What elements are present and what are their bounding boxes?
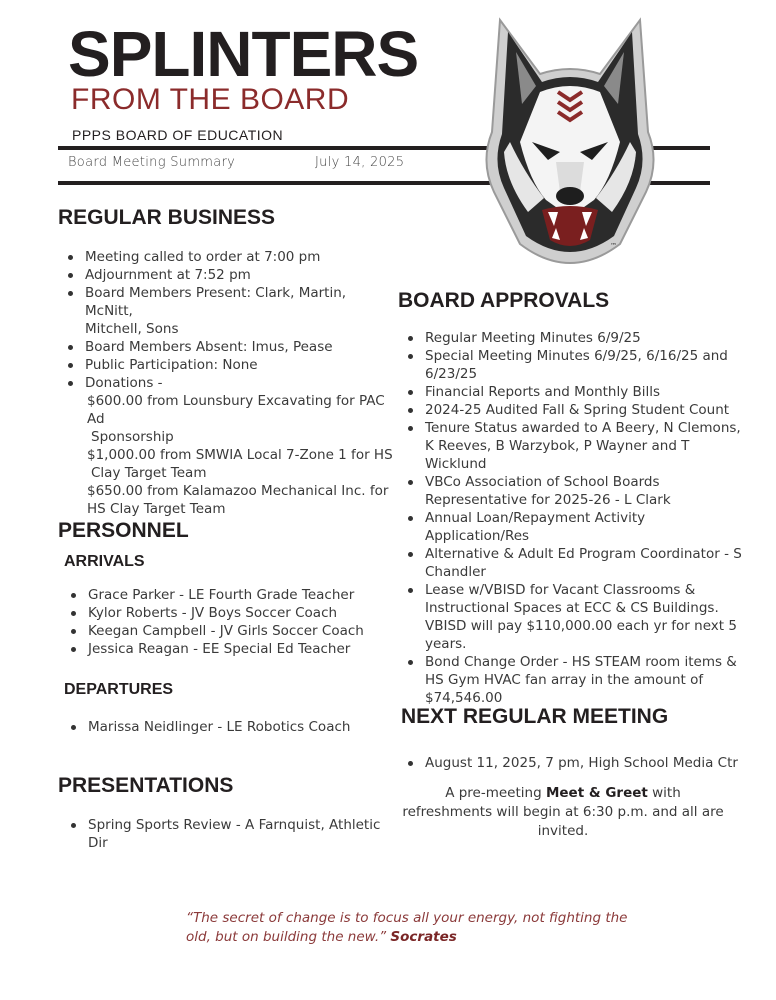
meet-and-greet-note: A pre-meeting Meet & Greet with refreshments will begin at 6:30 p.m. and all are invited. bbox=[402, 785, 724, 839]
list-item: Annual Loan/Repayment Activity Application/Res bbox=[398, 509, 743, 545]
donation-line: $650.00 from Kalamazoo Mechanical Inc. for bbox=[87, 483, 389, 499]
meet-and-greet-label: Meet & Greet bbox=[545, 785, 648, 801]
presentations-list bbox=[61, 816, 401, 852]
newsletter-title: SPLINTERS bbox=[68, 18, 419, 90]
regular-business-list bbox=[58, 248, 398, 392]
quote-text: “The secret of change is to focus all your energy, not fighting the old, but on building the new.” bbox=[186, 910, 628, 945]
arrivals-heading: ARRIVALS bbox=[64, 553, 145, 570]
svg-text:™: ™ bbox=[610, 242, 617, 250]
donation-line: Clay Target Team bbox=[91, 465, 207, 481]
list-item: Marissa Neidlinger - LE Robotics Coach bbox=[61, 718, 401, 736]
list-item: Kylor Roberts - JV Boys Soccer Coach bbox=[61, 604, 401, 622]
list-item: Tenure Status awarded to A Beery, N Clemons, K Reeves, B Warzybok, P Wayner and T Wicklund bbox=[398, 419, 743, 473]
list-item: Alternative & Adult Ed Program Coordinator - S Chandler bbox=[398, 545, 743, 581]
next-meeting-list bbox=[398, 754, 743, 772]
wolf-head-logo-icon bbox=[470, 12, 670, 274]
doc-type-label: Board Meeting Summary bbox=[68, 155, 236, 170]
list-item: Board Members Present: Clark, Martin, McNitt, Mitchell, Sons bbox=[58, 284, 398, 338]
board-approvals-list bbox=[398, 329, 743, 707]
list-item: Board Members Absent: Imus, Pease bbox=[58, 338, 398, 356]
meeting-date: July 14, 2025 bbox=[315, 155, 405, 170]
departures-heading: DEPARTURES bbox=[64, 681, 174, 698]
next-meeting-heading: NEXT REGULAR MEETING bbox=[401, 705, 669, 728]
organization-name: PPPS BOARD OF EDUCATION bbox=[72, 127, 284, 143]
list-item: Lease w/VBISD for Vacant Classrooms & Instructional Spaces at ECC & CS Buildings. VBISD will pay $110,000.00 each yr for next 5 years. bbox=[398, 581, 743, 653]
list-item: August 11, 2025, 7 pm, High School Media Ctr bbox=[398, 754, 743, 772]
list-item: Bond Change Order - HS STEAM room items & HS Gym HVAC fan array in the amount of $74,546.00 bbox=[398, 653, 743, 707]
list-item: Donations - bbox=[58, 374, 398, 392]
list-item: Meeting called to order at 7:00 pm bbox=[58, 248, 398, 266]
list-item: Spring Sports Review - A Farnquist, Athletic Dir bbox=[61, 816, 401, 852]
arrivals-list bbox=[61, 586, 401, 658]
list-item: Financial Reports and Monthly Bills bbox=[398, 383, 743, 401]
regular-business-section bbox=[58, 248, 398, 518]
donation-line: HS Clay Target Team bbox=[87, 501, 226, 517]
board-approvals-heading: BOARD APPROVALS bbox=[398, 289, 610, 312]
donation-line: Sponsorship bbox=[91, 429, 174, 445]
footer-quote bbox=[186, 909, 636, 947]
list-item: Public Participation: None bbox=[58, 356, 398, 374]
donation-line: $1,000.00 from SMWIA Local 7-Zone 1 for HS bbox=[87, 447, 393, 463]
list-item: Keegan Campbell - JV Girls Soccer Coach bbox=[61, 622, 401, 640]
personnel-heading: PERSONNEL bbox=[58, 519, 189, 542]
list-item: VBCo Association of School Boards Representative for 2025-26 - L Clark bbox=[398, 473, 743, 509]
list-item: Regular Meeting Minutes 6/9/25 bbox=[398, 329, 743, 347]
donation-line: $600.00 from Lounsbury Excavating for PAC Ad bbox=[87, 393, 385, 427]
list-item: Jessica Reagan - EE Special Ed Teacher bbox=[61, 640, 401, 658]
regular-business-heading: REGULAR BUSINESS bbox=[58, 206, 276, 229]
list-item: Grace Parker - LE Fourth Grade Teacher bbox=[61, 586, 401, 604]
list-item: 2024-25 Audited Fall & Spring Student Count bbox=[398, 401, 743, 419]
list-item: Adjournment at 7:52 pm bbox=[58, 266, 398, 284]
newsletter-subtitle: FROM THE BOARD bbox=[71, 83, 350, 116]
quote-author: Socrates bbox=[390, 929, 457, 945]
presentations-heading: PRESENTATIONS bbox=[58, 774, 234, 797]
list-item: Special Meeting Minutes 6/9/25, 6/16/25 and 6/23/25 bbox=[398, 347, 743, 383]
departures-list bbox=[61, 718, 401, 736]
